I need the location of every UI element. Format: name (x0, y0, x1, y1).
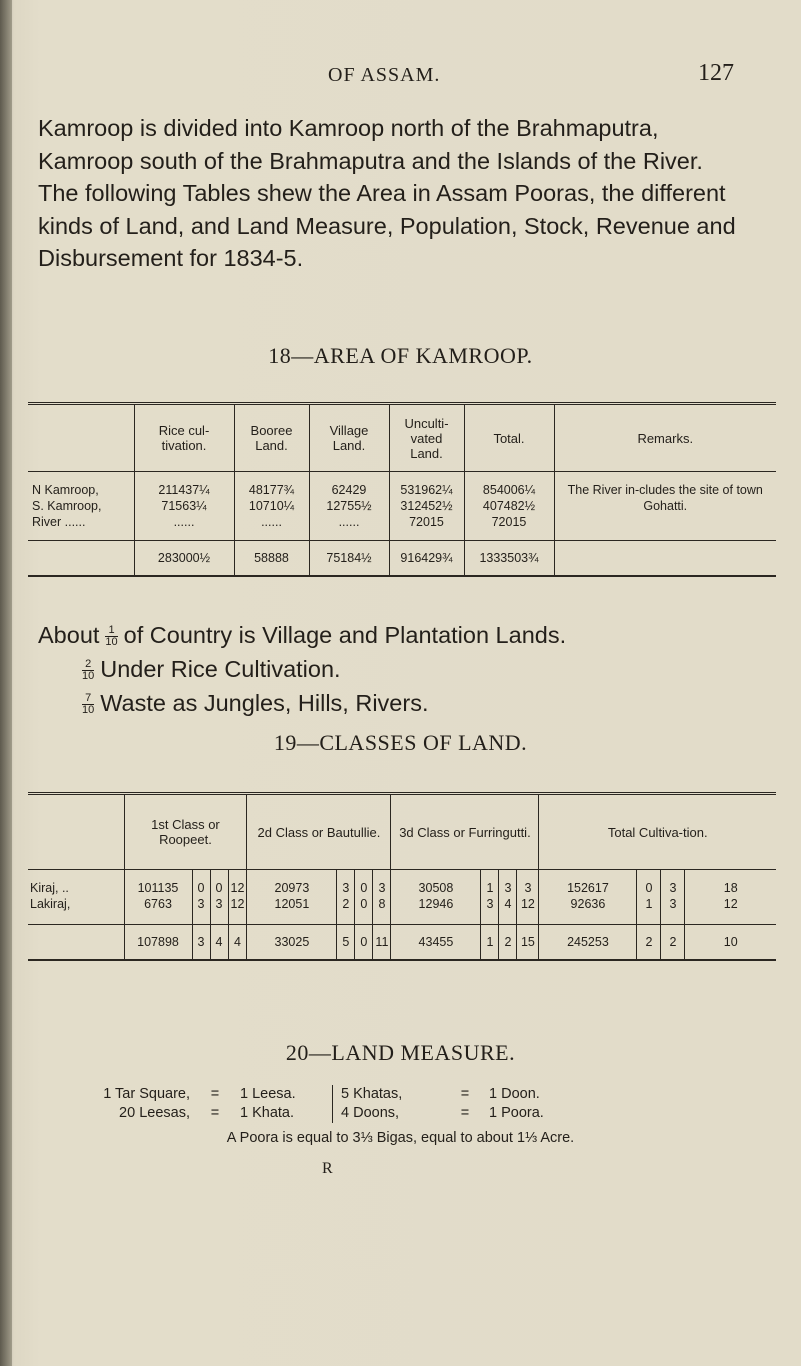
area-rice-values: 211437¼ 71563¼ ...... (134, 472, 234, 541)
intro-paragraph (38, 112, 738, 275)
about-fractions (38, 618, 566, 720)
land-measure-block (40, 1085, 569, 1123)
area-header-village: Village Land. (309, 404, 389, 472)
signature-mark: R (322, 1160, 333, 1177)
fraction: $\frac{7}{10}$ (82, 692, 95, 717)
intro-text: Kamroop is divided into Kamroop north of the Brahmaputra, Kamroop south of the Brahmaputra and the Islands of the River. The following Tables shew the Area in Assam Pooras, the different kinds of Land, and Land Measure, Population, Stock, Revenue and Disbursement for 1834-5. (38, 115, 736, 271)
classes-header-total: Total Cultiva-tion. (539, 794, 776, 870)
area-row-labels: N Kamroop, S. Kamroop, River ...... (32, 483, 102, 529)
area-header-remarks: Remarks. (554, 404, 776, 472)
area-header-booree: Booree Land. (234, 404, 309, 472)
area-totals-row: 283000½ 58888 75184½ 916429¾ 1333503¾ (28, 541, 776, 577)
classes-header-label (28, 794, 124, 870)
area-header-label (28, 404, 134, 472)
classes-table (28, 792, 776, 961)
classes-header-third: 3d Class or Furringutti. (391, 794, 539, 870)
land-measure-row: 20 Leesas, = 1 Khata. 4 Doons, = 1 Poora. (119, 1105, 544, 1121)
classes-totals-row: 107898 3 4 4 33025 5 0 11 43455 1 2 15 245253 2 2 10 (28, 925, 776, 961)
land-measure-title: 20—LAND MEASURE. (285, 1040, 516, 1065)
area-uncultivated-values: 531962¼ 312452½ 72015 (389, 472, 464, 541)
area-total-values: 854006¼ 407482½ 72015 (464, 472, 554, 541)
running-title: OF ASSAM. (328, 64, 441, 86)
land-measure-note: A Poora is equal to 3⅓ Bigas, equal to about 1⅓ Acre. (226, 1130, 575, 1146)
classes-table-title: 19—CLASSES OF LAND. (273, 730, 528, 755)
page-number: 127 (698, 60, 734, 86)
fraction: $\frac{1}{10}$ (105, 624, 118, 649)
fraction: $\frac{2}{10}$ (82, 658, 95, 683)
table-row: Kiraj, .. Lakiraj, 101135 6763 0 3 0 3 12 12 20973 12051 3 2 0 0 3 8 30508 12946 1 3 3 4 3 12 152617 92636 0 1 3 3 18 12 (28, 870, 776, 925)
page-header (0, 60, 801, 94)
area-remarks: The River in-cludes the site of town Gohatti. (554, 472, 776, 541)
about-line-rice: $\frac{2}{10}$ Under Rice Cultivation. (82, 656, 341, 683)
area-table (28, 402, 776, 577)
land-measure-row: 1 Tar Square, = 1 Leesa. 5 Khatas, = 1 Doon. (103, 1086, 540, 1102)
classes-row-labels: Kiraj, .. Lakiraj, (30, 881, 71, 911)
area-table-title: 18—AREA OF KAMROOP. (268, 343, 533, 368)
area-header-total: Total. (464, 404, 554, 472)
area-booree-values: 48177¾ 10710¼ ...... (234, 472, 309, 541)
table-row (28, 472, 776, 541)
book-gutter (0, 0, 12, 1366)
classes-header-second: 2d Class or Bautullie. (247, 794, 391, 870)
about-line-waste: $\frac{7}{10}$ Waste as Jungles, Hills, Rivers. (82, 690, 429, 717)
area-village-values: 62429 12755½ ...... (309, 472, 389, 541)
about-line-village: About $\frac{1}{10}$ of Country is Village and Plantation Lands. (38, 622, 567, 649)
area-header-uncultivated: Unculti-vated Land. (389, 404, 464, 472)
classes-header-first: 1st Class or Roopeet. (124, 794, 247, 870)
area-header-rice: Rice cul-tivation. (134, 404, 234, 472)
